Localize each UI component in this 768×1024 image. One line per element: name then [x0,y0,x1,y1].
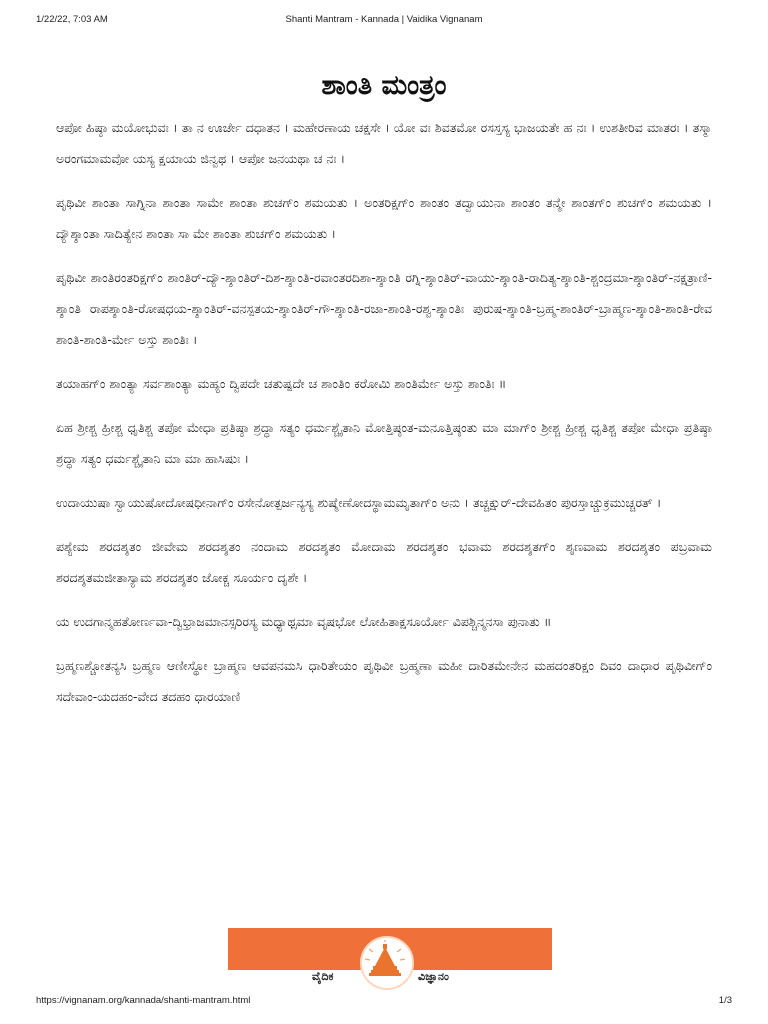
print-document-title: Shanti Mantram - Kannada | Vaidika Vignanam [285,14,483,25]
print-datetime: 1/22/22, 7:03 AM [36,14,108,25]
verse-2: ಪೃಥಿವೀ ಶಾಂತಾ ಸಾಗ್ನಿನಾ ಶಾಂತಾ ಸಾಮೇ ಶಾಂತಾ ಶುಚಗ್ಂ ಶಮಯತು । ಅಂತರಿಕ್ಷಗ್ಂ ಶಾಂತಂ ತದ್ವಾಯುನಾ ಶಾಂತಂ ತನ್ಮೇ ಶಾಂತಗ್ಂ ಶುಚಗ್ಂ ಶಮಯತು । ದ್ಯೌಶ್ಶಾಂತಾ ಸಾದಿತ್ಯೇನ ಶಾಂತಾ ಸಾ ಮೇ ಶಾಂತಾ ಶುಚಗ್ಂ ಶಮಯತು । [56,195,712,241]
print-url: https://vignanam.org/kannada/shanti-mantram.html [36,995,251,1006]
verse-7: ಪಶ್ಯೇಮ ಶರದಶ್ಶತಂ ಜೀವೇಮ ಶರದಶ್ಶತಂ ನಂದಾಮ ಶರದಶ್ಶತಂ ಮೋದಾಮ ಶರದಶ್ಶತಂ ಭವಾಮ ಶರದಶ್ಶತಗ್ಂ ಶೃಣವಾಮ ಶರದಶ್ಶತಂ ಪಬ್ರವಾಮ ಶರದಶ್ಶತಮಜೀತಾಸ್ಯಾಮ ಶರದಶ್ಶತಂ ಜೋಕ್ಚ ಸೂರ್ಯಂ ದೃಶೇ । [56,539,712,585]
verse-3: ಪೃಥಿವೀ ಶಾಂತಿರಂತರಿಕ್ಷಗ್ಂ ಶಾಂತಿರ್-ದ್ಯೌ-ಶ್ಶಾಂತಿರ್-ದಿಶ-ಶ್ಶಾಂತಿ-ರವಾಂತರದಿಶಾ-ಶ್ಶಾಂತಿ ರಗ್ನಿ-ಶ್ಶಾಂತಿರ್-ವಾಯು-ಶ್ಶಾಂತಿ-ರಾದಿತ್ಯ-ಶ್ಶಾಂತಿ-ಶ್ಚಂದ್ರಮಾ-ಶ್ಶಾಂತಿರ್-ನಕ್ಷತ್ರಾಣಿ-ಶ್ಶಾಂತಿ ರಾಪಶ್ಶಾಂತಿ-ರೋಷಧಯ-ಶ್ಶಾಂತಿರ್-ವನಸ್ಪತಯ-ಶ್ಶಾಂತಿರ್-ಗೌ-ಶ್ಶಾಂತಿ-ರಜಾ-ಶಾಂತಿ-ರಶ್ವ-ಶ್ಶಾಂತಿಃ ಪುರುಷ-ಶ್ಶಾಂತಿ-ಬ್ರಹ್ಮ-ಶಾಂತಿರ್-ಬ್ರಾಹ್ಮಣ-ಶ್ಶಾಂತಿ-ಶಾಂತಿ-ರೇವ ಶಾಂತಿ-ಶಾಂತಿ-ರ್ಮೇ ಅಸ್ತು ಶಾಂತಿಃ । [56,270,712,347]
verse-8: ಯ ಉದಗಾನ್ಮಹತೋರ್ಣವಾ-ದ್ವಿಭ್ರಾಜಮಾನಸ್ಸರಿರಸ್ಯ ಮಧ್ಯಾಥ್ಸಮಾ ವೃಷಭೋ ಲೋಹಿತಾಕ್ಷಸೂರ್ಯೋ ವಿಪಶ್ಚಿನ್ಮನಸಾ ಪುನಾತು ॥ [56,614,552,629]
verse-9: ಬ್ರಹ್ಮಣಶ್ಚೋತನ್ಯಸಿ ಬ್ರಹ್ಮಣ ಆಣೀಸ್ಥೋ ಬ್ರಾಹ್ಮಣ ಆವಪನಮಸಿ ಧಾರಿತೇಯಂ ಪೃಥಿವೀ ಬ್ರಹ್ಮಣಾ ಮಹೀ ದಾರಿತಮೇನೇನ ಮಹದಂತರಿಕ್ಷಂ ದಿವಂ ದಾಧಾರ ಪೃಥಿವೀಗ್ಂ ಸದೇವಾಂ-ಯದಹಂ-ವೇದ ತದಹಂ ಧಾರಯಾಣಿ [56,658,712,704]
verse-1: ಆಪೋ ಹಿಷ್ಠಾ ಮಯೋಭುವಃ । ತಾ ನ ಊರ್ಜೇ ದಧಾತನ । ಮಹೇರಣಾಯ ಚಕ್ಷಸೇ । ಯೋ ವಃ ಶಿವತಮೋ ರಸಸ್ತಸ್ಯ ಭಾಜಯತೇ ಹ ನಃ । ಉಶತೀರಿವ ಮಾತರಃ । ತಸ್ಮಾ ಅರಂಗಮಾಮವೋ ಯಸ್ಯ ಕ್ಷಯಾಯ ಜಿನ್ವಥ । ಆಪೋ ಜನಯಥಾ ಚ ನಃ । [56,120,712,166]
brand-text-vaidika: ವೈದಿಕ [312,970,334,983]
brand-text-vignanam: ವಿಜ್ಞಾನಂ [418,970,449,983]
page-title: ಶಾಂತಿ ಮಂತ್ರಂ [321,70,447,102]
page-indicator: 1/3 [718,995,732,1006]
temple-logo-icon [364,940,406,982]
site-logo[interactable] [355,936,415,996]
mantra-content [56,112,712,725]
verse-6: ಉದಾಯುಷಾ ಸ್ವಾಯುಷೋದೋಷಧೀನಾಗ್ಂ ರಸೇನೋತ್ಪರ್ಜನ್ಯಸ್ಯ ಶುಷ್ಮೇಣೋದಸ್ಥಾಮಮೃತಾಗ್ಂ ಅನು । ತಚ್ಚಕ್ಷುರ್-ದೇವಹಿತಂ ಪುರಸ್ತಾಚ್ಚುಕ್ರಮುಚ್ಚರತ್ । [56,495,662,510]
verse-4: ತಯಾಹಗ್ಂ ಶಾಂತ್ಯಾ ಸರ್ವಶಾಂತ್ಯಾ ಮಹ್ಯಂ ದ್ವಿಪದೇ ಚತುಷ್ಪದೇ ಚ ಶಾಂತಿಂ ಕರೋಮಿ ಶಾಂತಿರ್ಮೇ ಅಸ್ತು ಶಾಂತಿಃ ॥ [56,376,507,391]
verse-5: ಏಹ ಶ್ರೀಶ್ಚ ಹ್ರೀಶ್ಚ ಧೃತಿಶ್ಚ ತಪೋ ಮೇಧಾ ಪ್ರತಿಷ್ಠಾ ಶ್ರದ್ಧಾ ಸತ್ಯಂ ಧರ್ಮಶ್ಚೈತಾನಿ ಮೋತ್ತಿಷ್ಠಂತ-ಮನೂತ್ತಿಷ್ಠಂತು ಮಾ ಮಾಗ್ಂ ಶ್ರೀಶ್ಚ ಹ್ರೀಶ್ಚ ಧೃತಿಶ್ಚ ತಪೋ ಮೇಧಾ ಪ್ರತಿಷ್ಠಾ ಶ್ರದ್ಧಾ ಸತ್ಯಂ ಧರ್ಮಶ್ಚೈತಾನಿ ಮಾ ಮಾ ಹಾಸಿಷುಃ । [56,420,712,466]
